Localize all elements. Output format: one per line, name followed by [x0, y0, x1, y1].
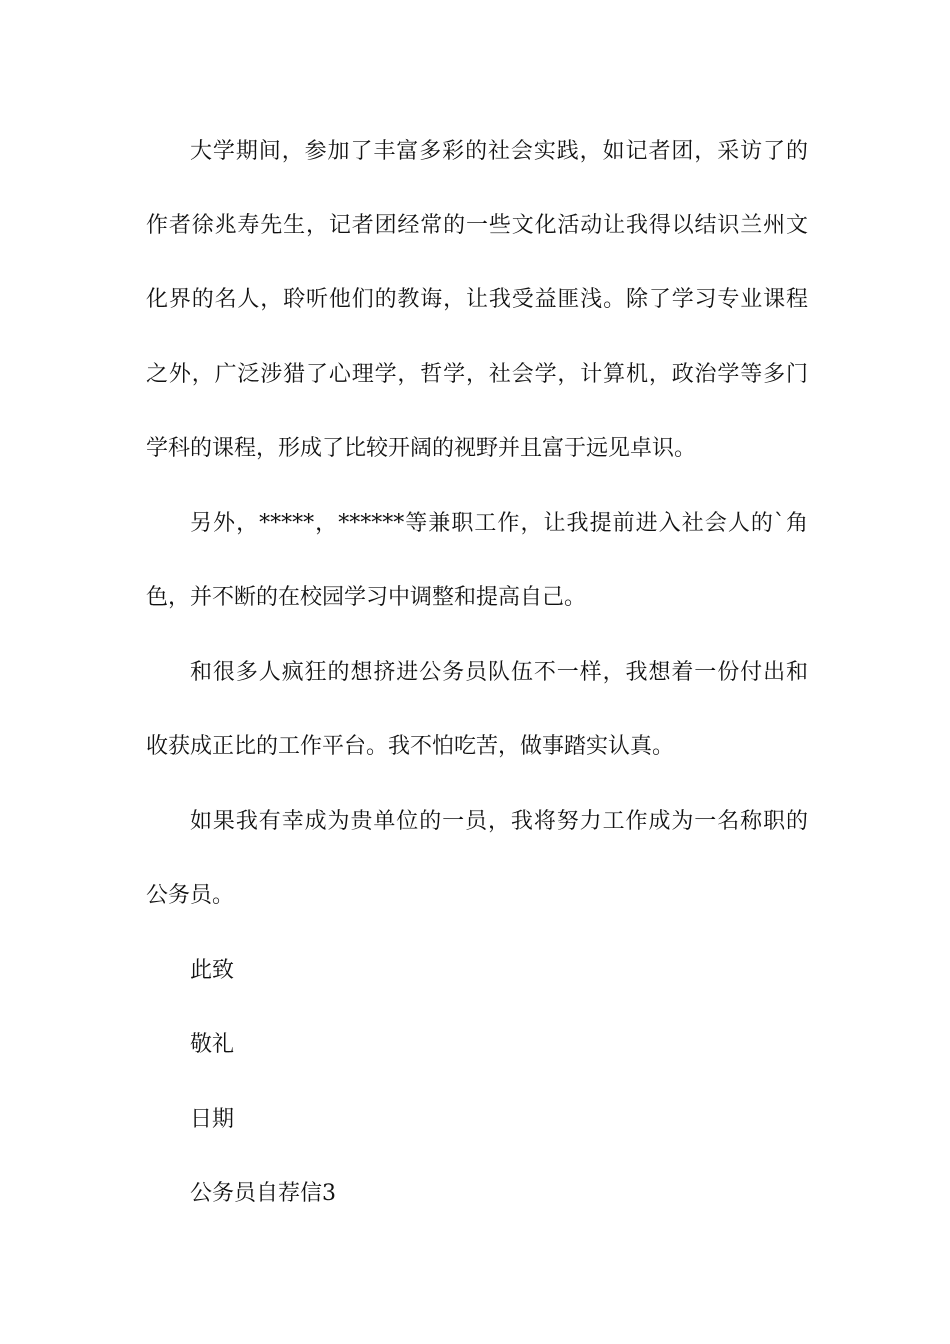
- paragraph-2-line-1: 另外，*****，******等兼职工作，让我提前进入社会人的`角: [190, 511, 808, 536]
- paragraph-1-line-5: 学科的课程，形成了比较开阔的视野并且富于远见卓识。: [146, 436, 697, 461]
- paragraph-1-line-2: 作者徐兆寿先生，记者团经常的一些文化活动让我得以结识兰州文: [146, 213, 808, 238]
- paragraph-2-line-2: 色，并不断的在校园学习中调整和提高自己。: [146, 585, 587, 610]
- paragraph-4-line-1: 如果我有幸成为贵单位的一员，我将努力工作成为一名称职的: [190, 809, 808, 834]
- next-section-title: 公务员自荐信3: [190, 1181, 336, 1206]
- closing-date: 日期: [190, 1107, 235, 1132]
- paragraph-4-line-2: 公务员。: [146, 883, 235, 908]
- paragraph-1-line-1: 大学期间，参加了丰富多彩的社会实践，如记者团，采访了的: [190, 139, 808, 164]
- paragraph-3-line-2: 收获成正比的工作平台。我不怕吃苦，做事踏实认真。: [146, 734, 675, 759]
- closing-regards: 敬礼: [190, 1032, 235, 1057]
- paragraph-1-line-3: 化界的名人，聆听他们的教诲，让我受益匪浅。除了学习专业课程: [146, 287, 808, 312]
- paragraph-3-line-1: 和很多人疯狂的想挤进公务员队伍不一样，我想着一份付出和: [190, 660, 808, 685]
- closing-salutation: 此致: [190, 958, 235, 983]
- paragraph-1-line-4: 之外，广泛涉猎了心理学，哲学，社会学，计算机，政治学等多门: [146, 362, 808, 387]
